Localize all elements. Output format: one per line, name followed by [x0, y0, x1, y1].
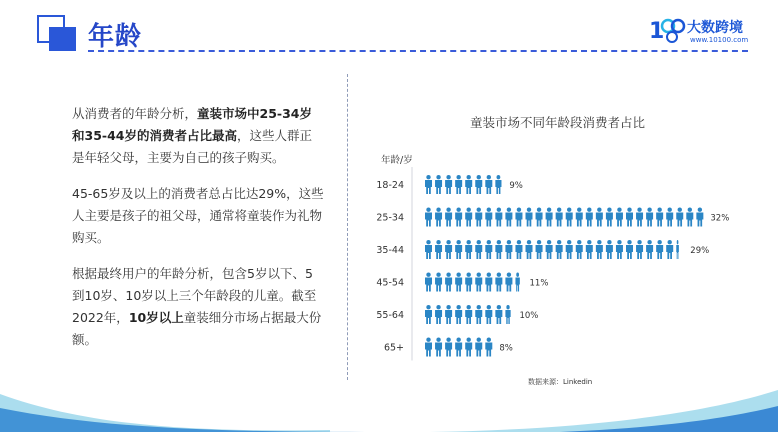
person-icon: [465, 338, 472, 357]
person-icon: [485, 175, 492, 194]
person-icon: [646, 208, 653, 227]
person-icon: [656, 208, 663, 227]
person-icon: [455, 273, 462, 292]
person-icon: [425, 305, 432, 324]
person-icon: [606, 240, 613, 259]
person-icon: [455, 338, 462, 357]
person-icon: [445, 240, 452, 259]
value-label: 10%: [519, 311, 539, 321]
category-label: 25-34: [376, 212, 404, 224]
person-icon: [445, 305, 452, 324]
person-icon: [445, 175, 452, 194]
person-icon: [515, 240, 522, 259]
person-icon: [515, 273, 519, 292]
person-icon: [576, 208, 583, 227]
chart-title: 童装市场不同年龄段消费者占比: [470, 115, 646, 130]
person-icon: [445, 338, 452, 357]
paragraph-3-intro: 根据最终用户的年龄分析，包含5岁以下、5到10岁、10岁以上三个年龄段的儿童。截至2022年，: [72, 266, 317, 325]
person-icon: [515, 208, 522, 227]
person-icon: [475, 208, 482, 227]
person-icon: [596, 208, 603, 227]
logo-mark-icon: [648, 14, 686, 46]
person-icon: [626, 208, 633, 227]
person-icon: [536, 240, 543, 259]
paragraph-1-intro: 从消费者的年龄分析，: [72, 106, 198, 121]
person-icon: [475, 240, 482, 259]
paragraph-2: 45-65岁及以上的消费者总占比达29%，这些人主要是孩子的祖父母，通常将童装作为礼物购买。: [72, 186, 324, 245]
person-icon: [636, 240, 643, 259]
person-icon: [455, 208, 462, 227]
person-icon: [485, 273, 492, 292]
person-icon: [666, 208, 673, 227]
category-label: 65+: [383, 342, 404, 354]
person-icon: [495, 305, 502, 324]
category-label: 18-24: [376, 180, 404, 191]
person-icon: [435, 240, 442, 259]
person-icon: [465, 273, 472, 292]
person-icon: [505, 240, 512, 259]
person-icon: [586, 240, 593, 259]
person-icon: [495, 240, 502, 259]
person-icon: [465, 175, 472, 194]
value-bar: [425, 240, 679, 259]
analysis-text: [72, 103, 324, 365]
person-icon: [435, 305, 442, 324]
person-icon: [425, 240, 432, 259]
svg-text:1: 1: [649, 19, 665, 44]
person-icon: [435, 208, 442, 227]
logo-url: www.10100.com: [690, 36, 749, 44]
paragraph-3-rest: 童装细分市场占据最大份额。: [72, 310, 322, 347]
person-icon: [495, 273, 502, 292]
value-bar: [425, 305, 511, 324]
person-icon: [495, 175, 501, 194]
person-icon: [696, 208, 703, 227]
person-icon: [485, 338, 492, 357]
person-icon: [626, 240, 633, 259]
person-icon: [465, 208, 472, 227]
person-icon: [485, 208, 492, 227]
category-label: 35-44: [376, 245, 404, 256]
person-icon: [475, 175, 482, 194]
person-icon: [686, 208, 693, 227]
page-title: 年龄: [88, 22, 143, 52]
person-icon: [425, 338, 432, 357]
paragraph-3: [72, 263, 324, 351]
logo-name: 大数跨境: [687, 20, 743, 36]
brand-logo: [648, 12, 758, 50]
person-icon: [586, 208, 593, 227]
person-icon: [485, 305, 492, 324]
person-icon: [676, 240, 679, 259]
person-icon: [536, 208, 543, 227]
paragraph-1: [72, 103, 324, 169]
person-icon: [556, 208, 563, 227]
person-icon: [646, 240, 653, 259]
person-icon: [656, 240, 663, 259]
paragraph-1-rest: ，这些人群正是年轻父母，主要为自己的孩子购买。: [72, 128, 312, 165]
person-icon: [546, 240, 553, 259]
person-icon: [616, 208, 623, 227]
person-icon: [455, 175, 462, 194]
value-label: 32%: [710, 213, 730, 224]
value-label: 11%: [529, 278, 549, 289]
value-label: 29%: [690, 246, 710, 256]
value-bar: [425, 338, 492, 357]
value-label: 8%: [499, 343, 513, 354]
person-icon: [505, 305, 510, 324]
person-icon: [475, 305, 482, 324]
header-decoration-fill: [49, 27, 76, 51]
person-icon: [465, 240, 472, 259]
person-icon: [435, 273, 442, 292]
pictogram-chart: [370, 165, 750, 370]
person-icon: [616, 240, 623, 259]
person-icon: [445, 273, 452, 292]
person-icon: [475, 338, 482, 357]
person-icon: [526, 208, 533, 227]
person-icon: [465, 305, 472, 324]
y-axis-label: 年龄/岁: [381, 155, 413, 166]
paragraph-1-highlight: 童装市场中25-34岁和35-44岁的消费者占比最高: [72, 106, 312, 143]
person-icon: [435, 175, 442, 194]
person-icon: [505, 273, 512, 292]
column-divider: [347, 74, 348, 380]
person-icon: [425, 175, 432, 194]
chart-source: 数据来源：Linkedin: [528, 378, 593, 386]
person-icon: [475, 273, 482, 292]
person-icon: [455, 240, 462, 259]
person-icon: [596, 240, 603, 259]
bottom-wave-decoration: [0, 372, 778, 432]
person-icon: [495, 208, 502, 227]
person-icon: [606, 208, 613, 227]
person-icon: [566, 208, 573, 227]
person-icon: [425, 208, 432, 227]
person-icon: [676, 208, 683, 227]
person-icon: [425, 273, 432, 292]
person-icon: [435, 338, 442, 357]
person-icon: [576, 240, 583, 259]
person-icon: [505, 208, 512, 227]
value-bar: [425, 273, 520, 292]
person-icon: [526, 240, 533, 259]
category-label: 55-64: [376, 310, 404, 321]
header-divider: [88, 50, 748, 52]
person-icon: [566, 240, 573, 259]
value-label: 9%: [509, 181, 523, 191]
category-label: 45-54: [376, 277, 404, 289]
paragraph-3-highlight: 10岁以上: [128, 310, 184, 325]
person-icon: [636, 208, 643, 227]
person-icon: [445, 208, 452, 227]
person-icon: [455, 305, 462, 324]
person-icon: [546, 208, 553, 227]
person-icon: [485, 240, 492, 259]
person-icon: [666, 240, 673, 259]
person-icon: [556, 240, 563, 259]
value-bar: [425, 208, 703, 227]
value-bar: [425, 175, 501, 194]
